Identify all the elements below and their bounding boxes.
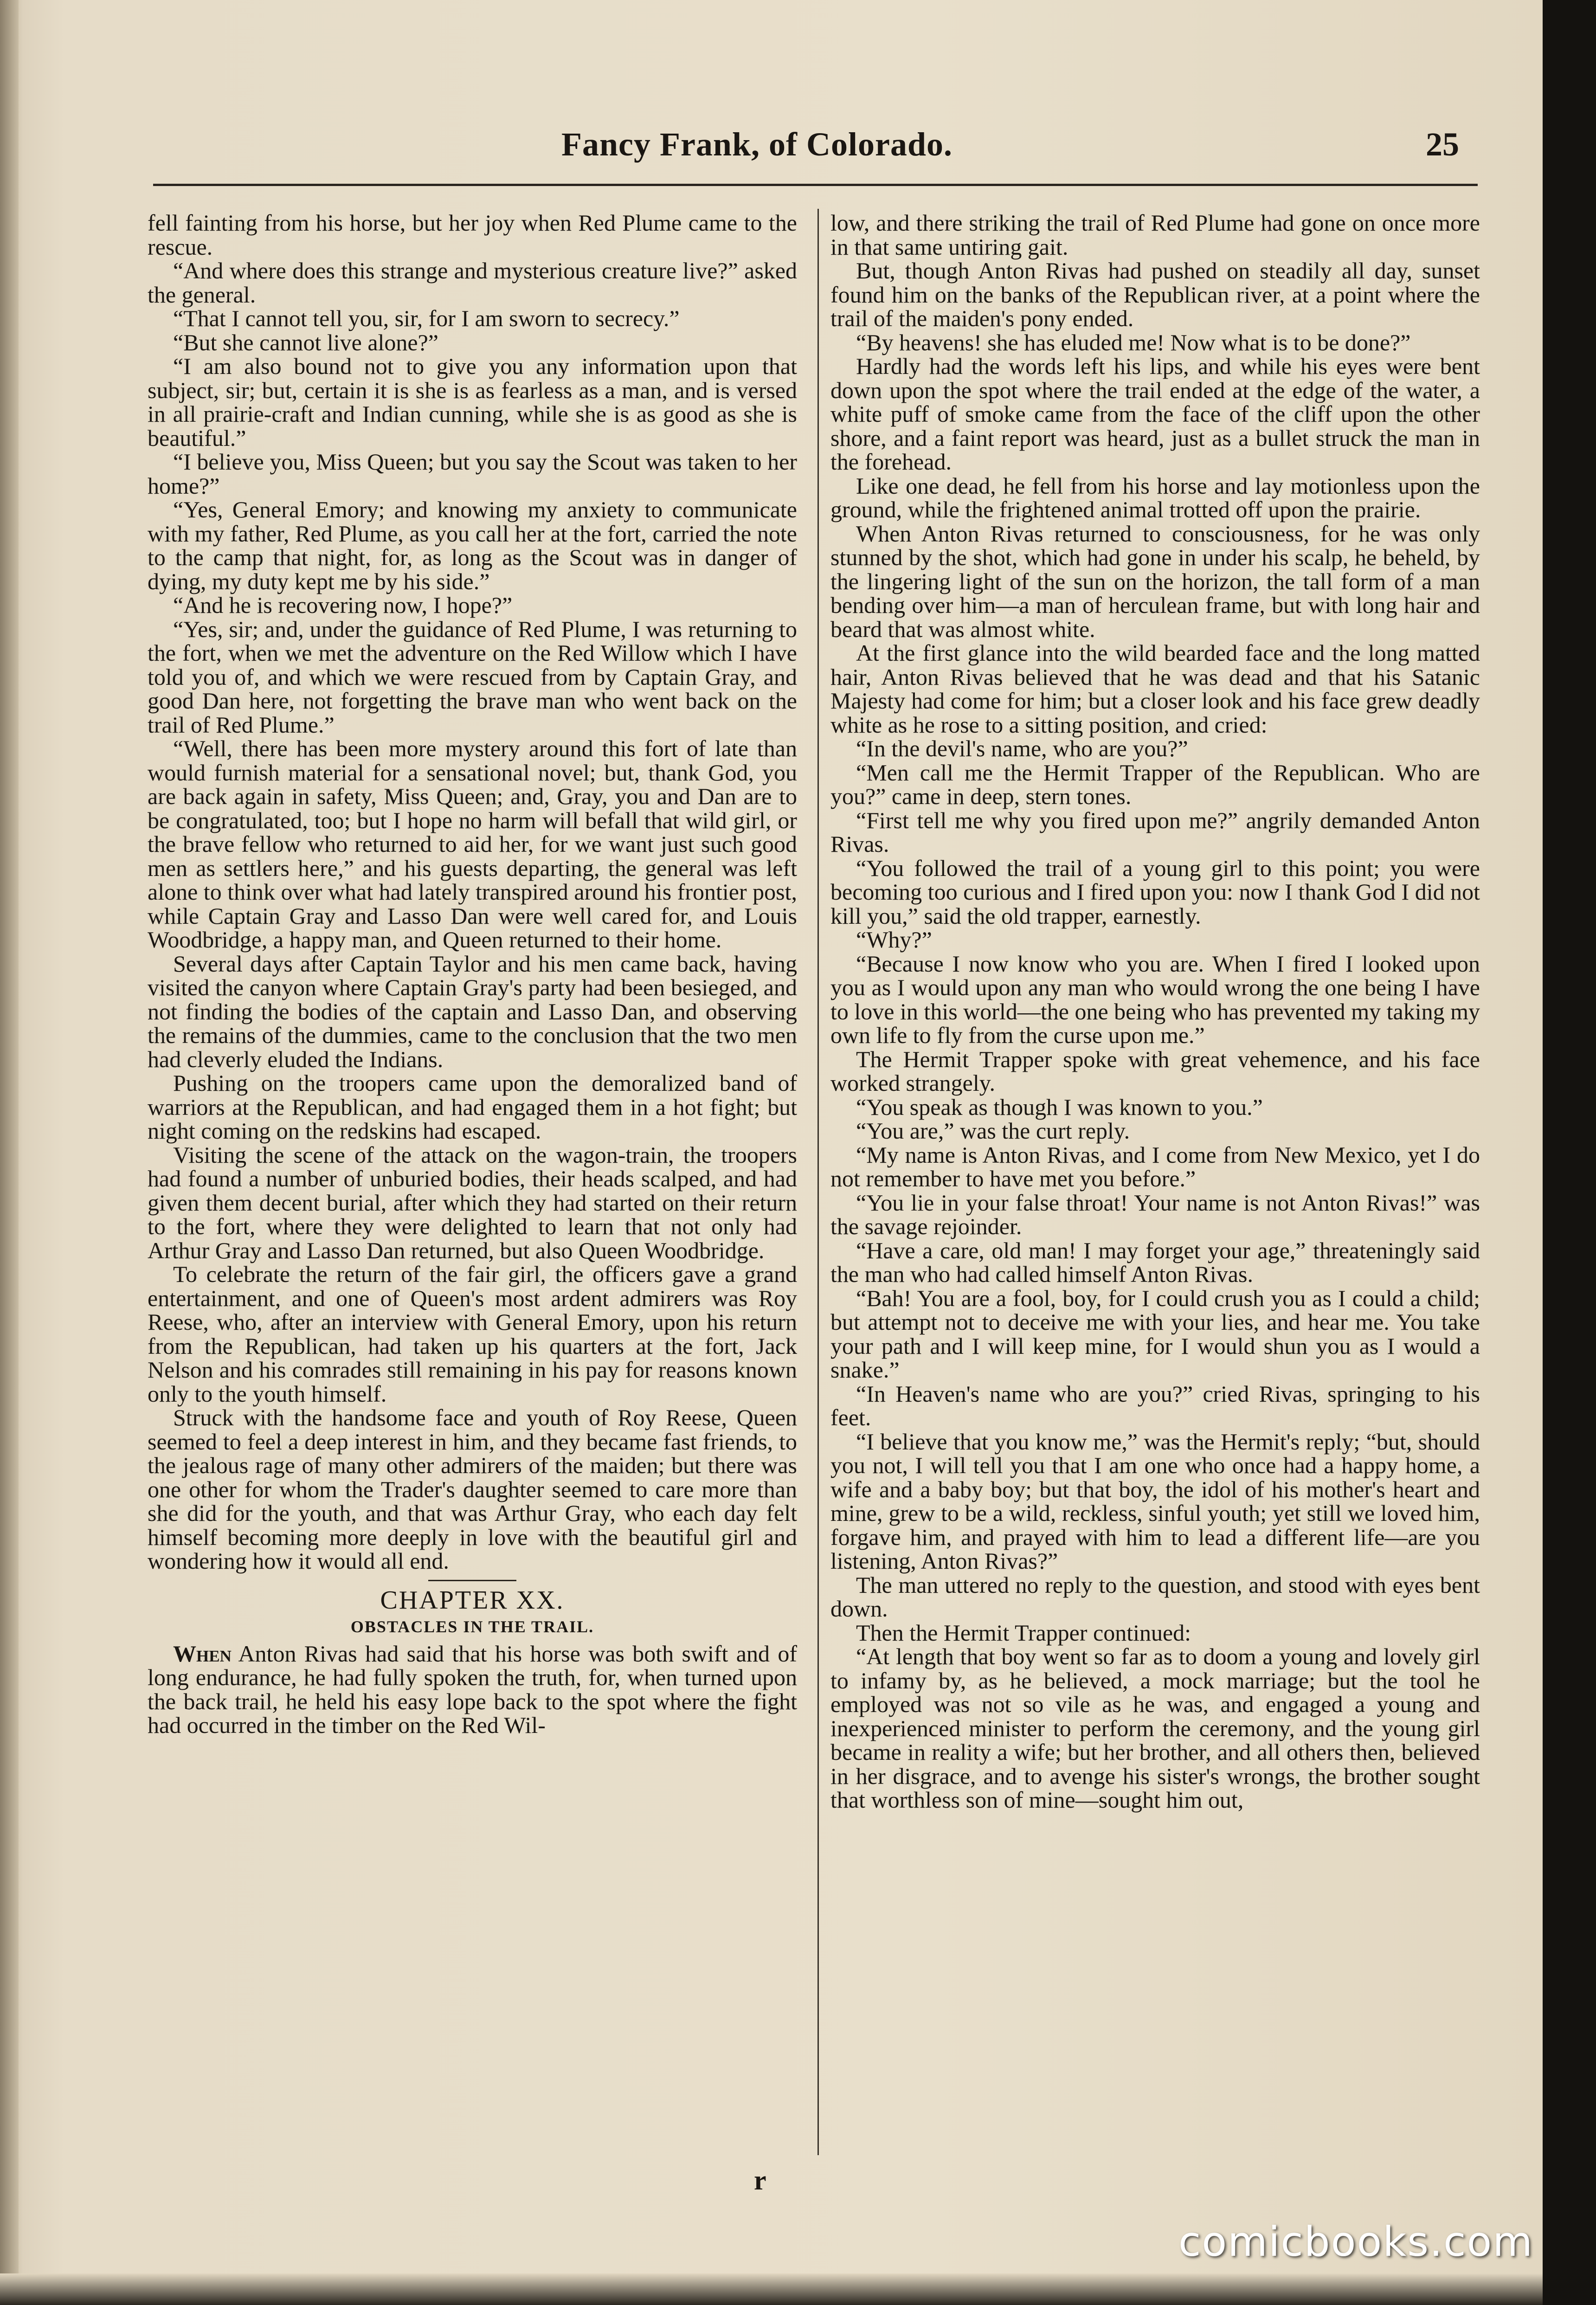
paragraph: “You speak as though I was known to you.” — [856, 1094, 1263, 1120]
paragraph: The Hermit Trapper spoke with great vehemence, and his face worked strangely. — [830, 1046, 1480, 1096]
paragraph: “By heavens! she has eluded me! Now what is to be done?” — [856, 329, 1411, 355]
paragraph: Struck with the handsome face and youth of Roy Reese, Queen seemed to feel a deep interest in him, and they became fast friends, to the jealous rage of many other admirers of the maiden; but there was one other for whom the Trader's daughter seemed to care more than she did for the youth, and that was Arthur Gray, who each day felt himself becoming more deeply in love with the beautiful girl and wondering how it would all end. — [148, 1404, 797, 1574]
paragraph: Pushing on the troopers came upon the demoralized band of warriors at the Republican, and had engaged them in a hot fight; but night coming on the redskins had escaped. — [148, 1070, 797, 1144]
paragraph: “Bah! You are a fool, boy, for I could crush you as I could a child; but attempt not to deceive me with your lies, and hear me. You take your path and I will keep mine, for I would shun you as I would a snake.” — [830, 1285, 1480, 1383]
left-column — [148, 211, 797, 2150]
paragraph: Then the Hermit Trapper continued: — [856, 1619, 1191, 1646]
paragraph: “Well, there has been more mystery around this fort of late than would furnish material for a sensational novel; but, thank God, you are back again in safety, Miss Queen; and, Gray, you and Dan are to be congratulated, too; but I hope no harm will befall that wild girl, or the brave fellow who returned to aid her, for we want just such good men as settlers here,” and his guests departing, the general was left alone to think over what had lately transpired around his frontier post, while Captain Gray and Lasso Dan were well cared for, and Louis Woodbridge, a happy man, and Queen returned to their home. — [148, 735, 797, 953]
running-title: Fancy Frank, of Colorado. — [561, 126, 952, 163]
paragraph: “Why?” — [856, 927, 932, 953]
paragraph: To celebrate the return of the fair girl, the officers gave a grand entertainment, and one of Queen's most ardent admirers was Roy Reese, who, after an interview with General Emory, upon his return from the Republican, had taken up his quarters at the fort, Jack Nelson and his comrades still remaining in his pay for reasons known only to the youth himself. — [148, 1261, 797, 1407]
opening-text: Anton Rivas had said that his horse was both swift and of long endurance, he had fully spoken the truth, for, when turned upon the back trail, he held his easy lope back to the spot where the fight had occurred in the timber on the Red Wil- — [148, 1640, 797, 1738]
paragraph: Several days after Captain Taylor and his men came back, having visited the canyon where Captain Gray's party had been besieged, and not finding the bodies of the captain and Lasso Dan, and observing the remains of the dummies, came to the conclusion that the two men had cleverly eluded the Indians. — [148, 950, 797, 1072]
scan-background-strip — [1543, 0, 1596, 2305]
opening-word: When — [173, 1640, 232, 1667]
paragraph: “You lie in your false throat! Your name is not Anton Rivas!” was the savage rejoinder. — [830, 1189, 1480, 1239]
paragraph: “I am also bound not to give you any information upon that subject, sir; but, certain it is she is as fearless as a man, and is versed in all prairie-craft and Indian cunning, while she is as good as she is beautiful.” — [148, 353, 797, 451]
paragraph: “And where does this strange and mysterious creature live?” asked the general. — [148, 258, 797, 308]
chapter-opening-paragraph — [148, 1642, 797, 1738]
page-number: 25 — [1426, 126, 1459, 163]
paragraph: “My name is Anton Rivas, and I come from New Mexico, yet I do not remember to have met you before.” — [830, 1141, 1480, 1191]
paragraph: “Have a care, old man! I may forget your age,” threateningly said the man who had called himself Anton Rivas. — [830, 1237, 1480, 1287]
paragraph: “But she cannot live alone?” — [173, 329, 438, 355]
paragraph: “Yes, General Emory; and knowing my anxiety to communicate with my father, Red Plume, as you call her at the fort, carried the note to the camp that night, for, as long as the Scout was in danger of dying, my duty kept me by his side.” — [148, 496, 797, 594]
paragraph: “I believe that you know me,” was the Hermit's reply; “but, should you not, I will tell you that I am one who once had a happy home, a wife and a baby boy; but that boy, the idol of his mother's heart and mine, grew to be a wild, reckless, sinful youth; yet still we loved him, forgave him, and prayed with him to lead a different life—are you listening, Anton Rivas?” — [830, 1428, 1480, 1574]
paragraph: “In the devil's name, who are you?” — [856, 735, 1188, 761]
paragraph: At the first glance into the wild bearded face and the long matted hair, Anton Rivas believed that he was dead and that his Satanic Majesty had come for him; but a closer look and his face grew deadly white as he rose to a sitting position, and cried: — [830, 640, 1480, 738]
chapter-rule — [428, 1580, 516, 1581]
paragraph: But, though Anton Rivas had pushed on steadily all day, sunset found him on the banks of the Republican river, at a point where the trail of the maiden's pony ended. — [830, 258, 1480, 331]
paragraph: “At length that boy went so far as to doom a young and lovely girl to infamy by, as he believed, a mock marriage; but the tool he employed was not so vile as he was, and engaged a young and inexperienced minister to perform the ceremony, and the young girl became in reality a wife; but her brother, and all others then, believed in her disgrace, and to avenge his sister's wrongs, the brother sought that worthless son of mine—sought him out, — [830, 1643, 1480, 1813]
page-bottom-edge — [0, 2273, 1543, 2305]
paragraph: “I believe you, Miss Queen; but you say the Scout was taken to her home?” — [148, 449, 797, 499]
paragraph: low, and there striking the trail of Red Plume had gone on once more in that same untiring gait. — [830, 211, 1480, 260]
column-divider — [817, 209, 819, 2155]
paragraph: “Because I now know who you are. When I fired I looked upon you as I would upon any man who would wrong the one being I have to love in this world—the one being who has prevented my taking my own life to fly from the curse upon me.” — [830, 950, 1480, 1048]
page-spine — [0, 0, 19, 2305]
paragraph: The man uttered no reply to the question, and stood with eyes bent down. — [830, 1571, 1480, 1622]
paragraph: “You followed the trail of a young girl to this point; you were becoming too curious and I fired upon you: now I thank God I did not kill you,” said the old trapper, earnestly. — [830, 855, 1480, 929]
paragraph: Hardly had the words left his lips, and while his eyes were bent down upon the spot where the trail ended at the edge of the water, a white puff of smoke came from the face of the cliff upon the other shore, and a faint report was heard, just as a bullet struck the man in the forehead. — [830, 353, 1480, 475]
paragraph: “That I cannot tell you, sir, for I am sworn to secrecy.” — [173, 305, 680, 331]
chapter-subtitle: OBSTACLES IN THE TRAIL. — [350, 1617, 594, 1636]
paragraph: Like one dead, he fell from his horse and lay motionless upon the ground, while the frightened animal trotted off upon the prairie. — [830, 472, 1480, 522]
paragraph: “Men call me the Hermit Trapper of the Republican. Who are you?” came in deep, stern tones. — [830, 759, 1480, 809]
paragraph: Visiting the scene of the attack on the wagon-train, the troopers had found a number of unburied bodies, their heads scalped, and had given them decent burial, after which they had started on their return to the fort, where they were delighted to learn that not only had Arthur Gray and Lasso Dan returned, but also Queen Woodbridge. — [148, 1141, 797, 1263]
paragraph: “In Heaven's name who are you?” cried Rivas, springing to his feet. — [830, 1380, 1480, 1430]
page-header — [144, 125, 1487, 181]
chapter-title: CHAPTER XX. — [380, 1585, 565, 1615]
paragraph: When Anton Rivas returned to consciousness, for he was only stunned by the shot, which had gone in under his scalp, he beheld, by the lingering light of the sun on the horizon, the tall form of a man bending over him—a man of herculean frame, but with long hair and beard that was almost white. — [830, 520, 1480, 642]
paragraph: “Yes, sir; and, under the guidance of Red Plume, I was returning to the fort, when we met the adventure on the Red Willow which I have told you of, and which we were rescued from by Captain Gray, and good Dan here, not forgetting the brave man who went back on the trail of Red Plume.” — [148, 616, 797, 738]
signature-mark: r — [754, 2165, 766, 2196]
paragraph: fell fainting from his horse, but her joy when Red Plume came to the rescue. — [148, 211, 797, 260]
right-column — [830, 211, 1480, 2150]
paragraph: “And he is recovering now, I hope?” — [173, 592, 513, 618]
site-watermark: comicbooks.com — [1178, 2218, 1534, 2266]
paragraph: “First tell me why you fired upon me?” angrily demanded Anton Rivas. — [830, 807, 1480, 857]
paragraph: “You are,” was the curt reply. — [856, 1118, 1130, 1144]
header-rule — [153, 184, 1478, 186]
